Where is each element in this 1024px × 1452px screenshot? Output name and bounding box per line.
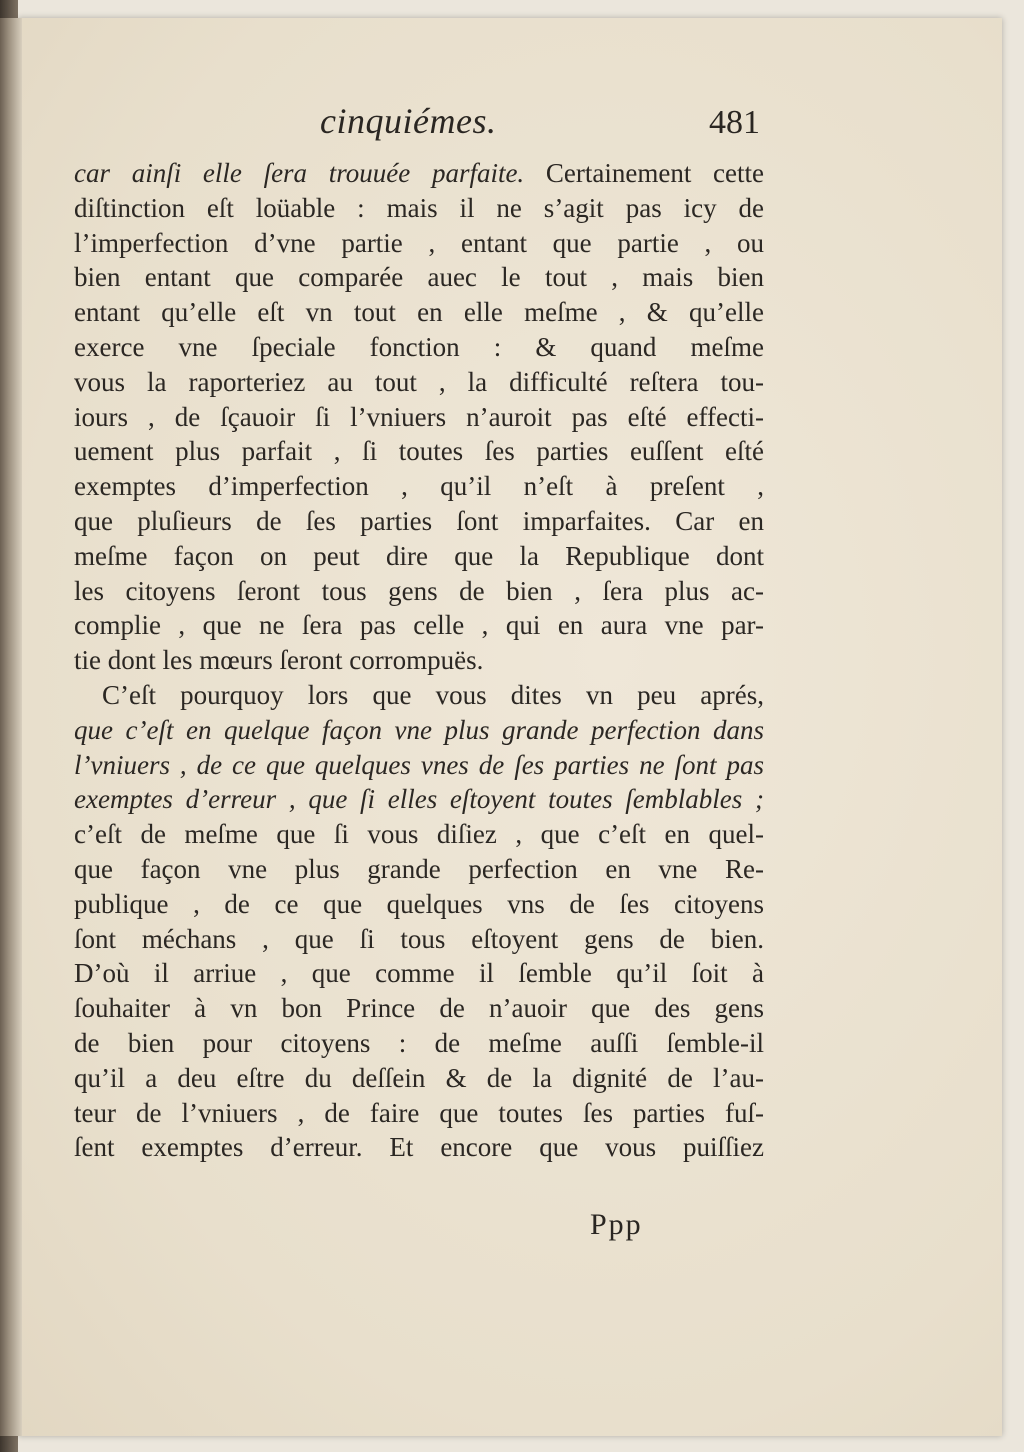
text-line (74, 226, 764, 261)
roman-text: tie dont les mœurs ſeront corrompuës. (74, 645, 484, 676)
text-line (74, 434, 764, 469)
roman-text: bien entant que comparée auec le tout , mais bien (74, 262, 764, 293)
text-line (74, 539, 764, 574)
text-line (74, 782, 764, 817)
text-line (74, 887, 764, 922)
text-line (74, 504, 764, 539)
roman-text: teur de l’vniuers , de faire que toutes ſes parties fuſ- (74, 1097, 764, 1128)
text-line (74, 191, 764, 226)
text-line (74, 991, 764, 1026)
page-number: 481 (709, 104, 760, 141)
roman-text: C’eſt pourquoy lors que vous dites vn peu aprés, (102, 679, 764, 710)
roman-text: qu’il a deu eſtre du deſſein & de la dignité de l’au- (74, 1062, 764, 1093)
text-line (74, 643, 764, 678)
text-line (74, 748, 764, 783)
text-line (74, 956, 764, 991)
text-line (74, 400, 764, 435)
text-line (74, 713, 764, 748)
italic-quote: exemptes d’erreur , que ſi elles eſtoyent toutes ſemblables ; (74, 784, 764, 815)
roman-text: complie , que ne ſera pas celle , qui en aura vne par- (74, 610, 764, 641)
text-line (74, 922, 764, 957)
roman-text: Certainement cette (524, 158, 764, 188)
roman-text: entant qu’elle eſt vn tout en elle meſme , & qu’elle (74, 297, 764, 328)
body-text (74, 156, 764, 1165)
roman-text: ſont méchans , que ſi tous eſtoyent gens de bien. (74, 923, 764, 954)
roman-text: exemptes d’imperfection , qu’il n’eſt à preſent , (74, 471, 764, 502)
text-line (74, 260, 764, 295)
roman-text: de bien pour citoyens : de meſme auſſi ſemble-il (74, 1027, 764, 1058)
roman-text: exerce vne ſpeciale fonction : & quand meſme (74, 331, 764, 362)
roman-text: c’eſt de meſme que ſi vous diſiez , que c’eſt en quel- (74, 819, 764, 850)
text-line (74, 1130, 764, 1165)
text-line (74, 817, 764, 852)
text-line (74, 852, 764, 887)
roman-text: ſent exemptes d’erreur. Et encore que vous puiſſiez (74, 1132, 764, 1163)
text-line (74, 295, 764, 330)
roman-text: que façon vne plus grande perfection en vne Re- (74, 853, 764, 884)
text-line (74, 1061, 764, 1096)
italic-quote: car ainſi elle ſera trouuée parfaite. (74, 158, 525, 188)
roman-text: l’imperfection d’vne partie , entant que partie , ou (74, 227, 764, 258)
text-line (74, 1096, 764, 1131)
text-line (74, 330, 764, 365)
italic-quote: que c’eſt en quelque façon vne plus grande perfection dans (74, 714, 764, 745)
text-line (74, 469, 764, 504)
roman-text: ſouhaiter à vn bon Prince de n’auoir que des gens (74, 993, 764, 1024)
text-line (74, 1026, 764, 1061)
running-head: cinquiémes. (320, 101, 497, 141)
signature-mark: Ppp (590, 1208, 643, 1241)
roman-text: les citoyens ſeront tous gens de bien , ſera plus ac- (74, 575, 764, 606)
roman-text: vous la raporteriez au tout , la difficulté reſtera tou- (74, 366, 764, 397)
italic-quote: l’vniuers , de ce que quelques vnes de ſes parties ne ſont pas (74, 749, 764, 780)
text-line (74, 574, 764, 609)
page-gutter-shadow (0, 18, 22, 1436)
text-line (74, 608, 764, 643)
text-line (74, 365, 764, 400)
text-line (74, 156, 764, 191)
roman-text: publique , de ce que quelques vns de ſes citoyens (74, 888, 764, 919)
roman-text: diſtinction eſt loüable : mais il ne s’agit pas icy de (74, 192, 764, 223)
roman-text: uement plus parfait , ſi toutes ſes parties euſſent eſté (74, 436, 764, 467)
roman-text: iours , de ſçauoir ſi l’vniuers n’auroit pas eſté effecti- (74, 401, 764, 432)
page-header (320, 100, 760, 146)
roman-text: D’où il arriue , que comme il ſemble qu’il ſoit à (74, 958, 764, 989)
roman-text: que pluſieurs de ſes parties ſont imparfaites. Car en (74, 505, 764, 536)
roman-text: meſme façon on peut dire que la Republique dont (74, 540, 764, 571)
text-line (74, 678, 764, 713)
